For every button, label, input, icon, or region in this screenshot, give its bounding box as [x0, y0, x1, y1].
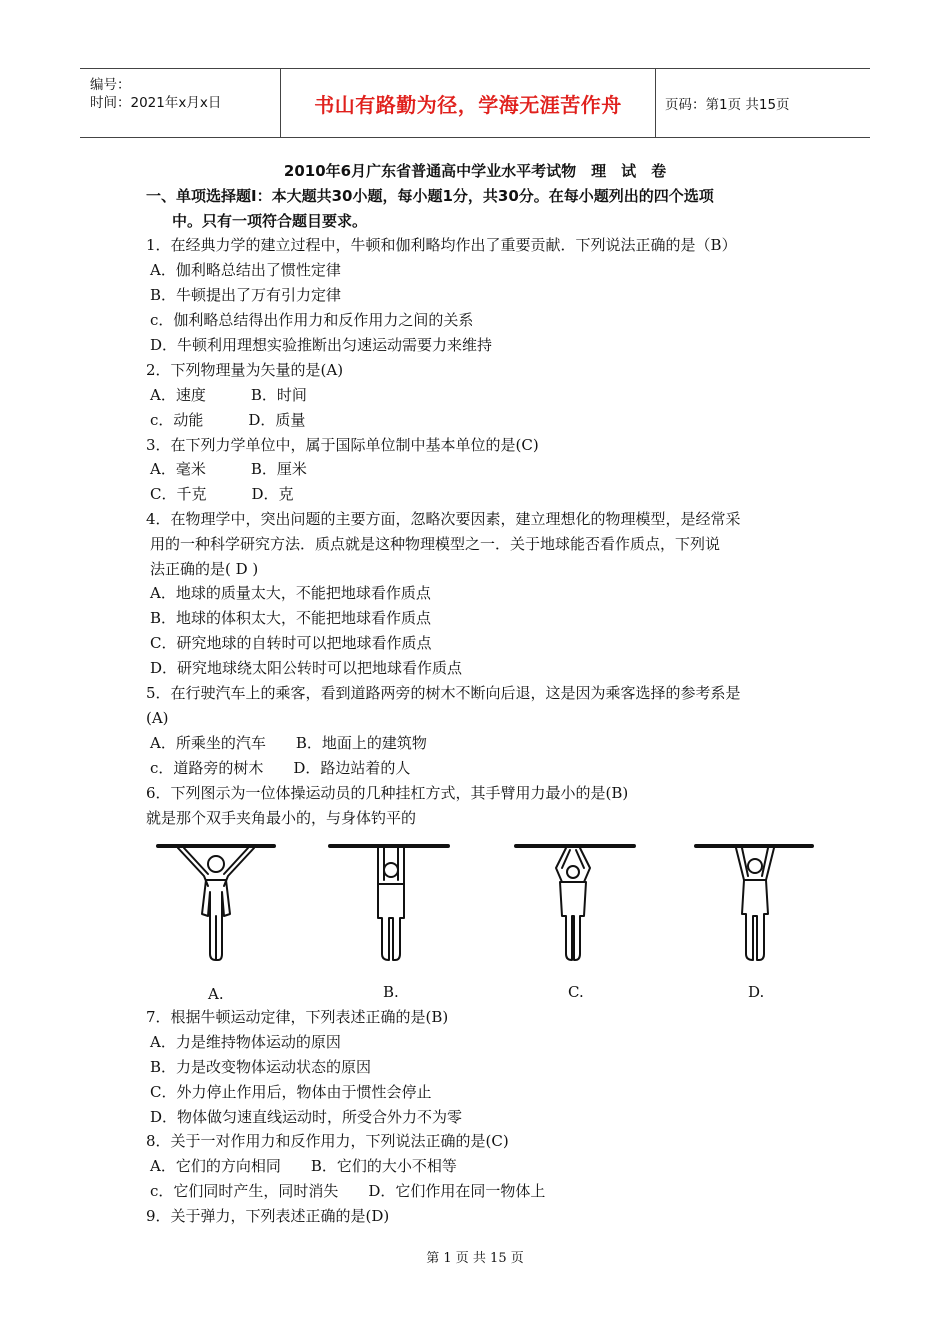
gymnast-figure [150, 836, 820, 1006]
question-line: 法正确的是( D ) [150, 560, 259, 578]
figure-label: D. [748, 983, 765, 1001]
option-line: A．它们的方向相同 B．它们的大小不相等 [150, 1157, 457, 1175]
figure-label: B. [383, 983, 399, 1001]
option-line: c．道路旁的树木 D．路边站着的人 [150, 759, 411, 777]
option-line: A．速度 B．时间 [150, 386, 307, 404]
section-heading-line1: 一、单项选择题Ⅰ：本大题共30小题，每小题1分，共30分。在每小题列出的四个选项 [146, 187, 714, 205]
option-line: A．所乘坐的汽车 B．地面上的建筑物 [150, 734, 427, 752]
option-line: c．动能 D．质量 [150, 411, 306, 429]
gymnast-a-icon [158, 846, 274, 960]
option-line: B．牛顿提出了万有引力定律 [150, 286, 342, 304]
option-line: D．研究地球绕太阳公转时可以把地球看作质点 [150, 659, 463, 677]
question-line: 6．下列图示为一位体操运动员的几种挂杠方式，其手臂用力最小的是(B) [146, 784, 629, 802]
gymnast-b-icon [330, 846, 448, 960]
page-info: 页码：第1页 共15页 [665, 97, 790, 113]
question-line: 2．下列物理量为矢量的是(A) [146, 361, 344, 379]
gymnast-c-icon [516, 846, 634, 960]
question-line: 1．在经典力学的建立过程中，牛顿和伽利略均作出了重要贡献．下列说法正确的是（B） [146, 236, 737, 254]
option-line: A．力是维持物体运动的原因 [150, 1033, 341, 1051]
gymnast-d-icon [696, 846, 812, 960]
option-line: D．物体做匀速直线运动时，所受合外力不为零 [150, 1108, 463, 1126]
document-header [80, 68, 870, 138]
page-info-cell [655, 69, 870, 137]
option-line: C．千克 D．克 [150, 485, 294, 503]
option-line: c．它们同时产生，同时消失 D．它们作用在同一物体上 [150, 1182, 546, 1200]
motto-text: 书山有路勤为径，学海无涯苦作舟 [314, 92, 622, 117]
option-line: C．研究地球的自转时可以把地球看作质点 [150, 634, 432, 652]
figure-label: C. [568, 983, 584, 1001]
header-meta [80, 69, 280, 137]
question-line: 9．关于弹力，下列表述正确的是(D) [146, 1207, 390, 1225]
question-line: 5．在行驶汽车上的乘客，看到道路两旁的树木不断向后退，这是因为乘客选择的参考系是 [146, 684, 741, 702]
question-line: (A) [146, 709, 169, 727]
figure-label: A. [208, 985, 224, 1003]
question-line: 8．关于一对作用力和反作用力，下列说法正确的是(C) [146, 1132, 509, 1150]
motto-cell [280, 69, 656, 137]
note-line: 就是那个双手夹角最小的，与身体钓平的 [146, 809, 417, 827]
option-line: B．地球的体积太大，不能把地球看作质点 [150, 609, 432, 627]
option-line: D．牛顿利用理想实验推断出匀速运动需要力来维持 [150, 336, 493, 354]
option-line: A．伽利略总结出了惯性定律 [150, 261, 341, 279]
page-footer: 第 1 页 共 15 页 [426, 1251, 524, 1266]
option-line: A．地球的质量太大，不能把地球看作质点 [150, 584, 431, 602]
question-line: 4．在物理学中，突出问题的主要方面，忽略次要因素，建立理想化的物理模型，是经常采 [146, 510, 741, 528]
option-line: A．毫米 B．厘米 [150, 460, 307, 478]
option-line: B．力是改变物体运动状态的原因 [150, 1058, 372, 1076]
section-heading-line2: 中。只有一项符合题目要求。 [172, 212, 368, 230]
question-line: 用的一种科学研究方法．质点就是这种物理模型之一．关于地球能否看作质点，下列说 [150, 535, 721, 553]
question-line: 3．在下列力学单位中，属于国际单位制中基本单位的是(C) [146, 436, 539, 454]
number-label: 编号： [90, 77, 131, 93]
option-line: C．外力停止作用后，物体由于惯性会停止 [150, 1083, 432, 1101]
option-line: c．伽利略总结得出作用力和反作用力之间的关系 [150, 311, 474, 329]
exam-title: 2010年6月广东省普通高中学业水平考试物 理 试 卷 [283, 162, 667, 180]
time-label: 时间：2021年x月x日 [90, 95, 222, 111]
question-line: 7．根据牛顿运动定律，下列表述正确的是(B) [146, 1008, 449, 1026]
